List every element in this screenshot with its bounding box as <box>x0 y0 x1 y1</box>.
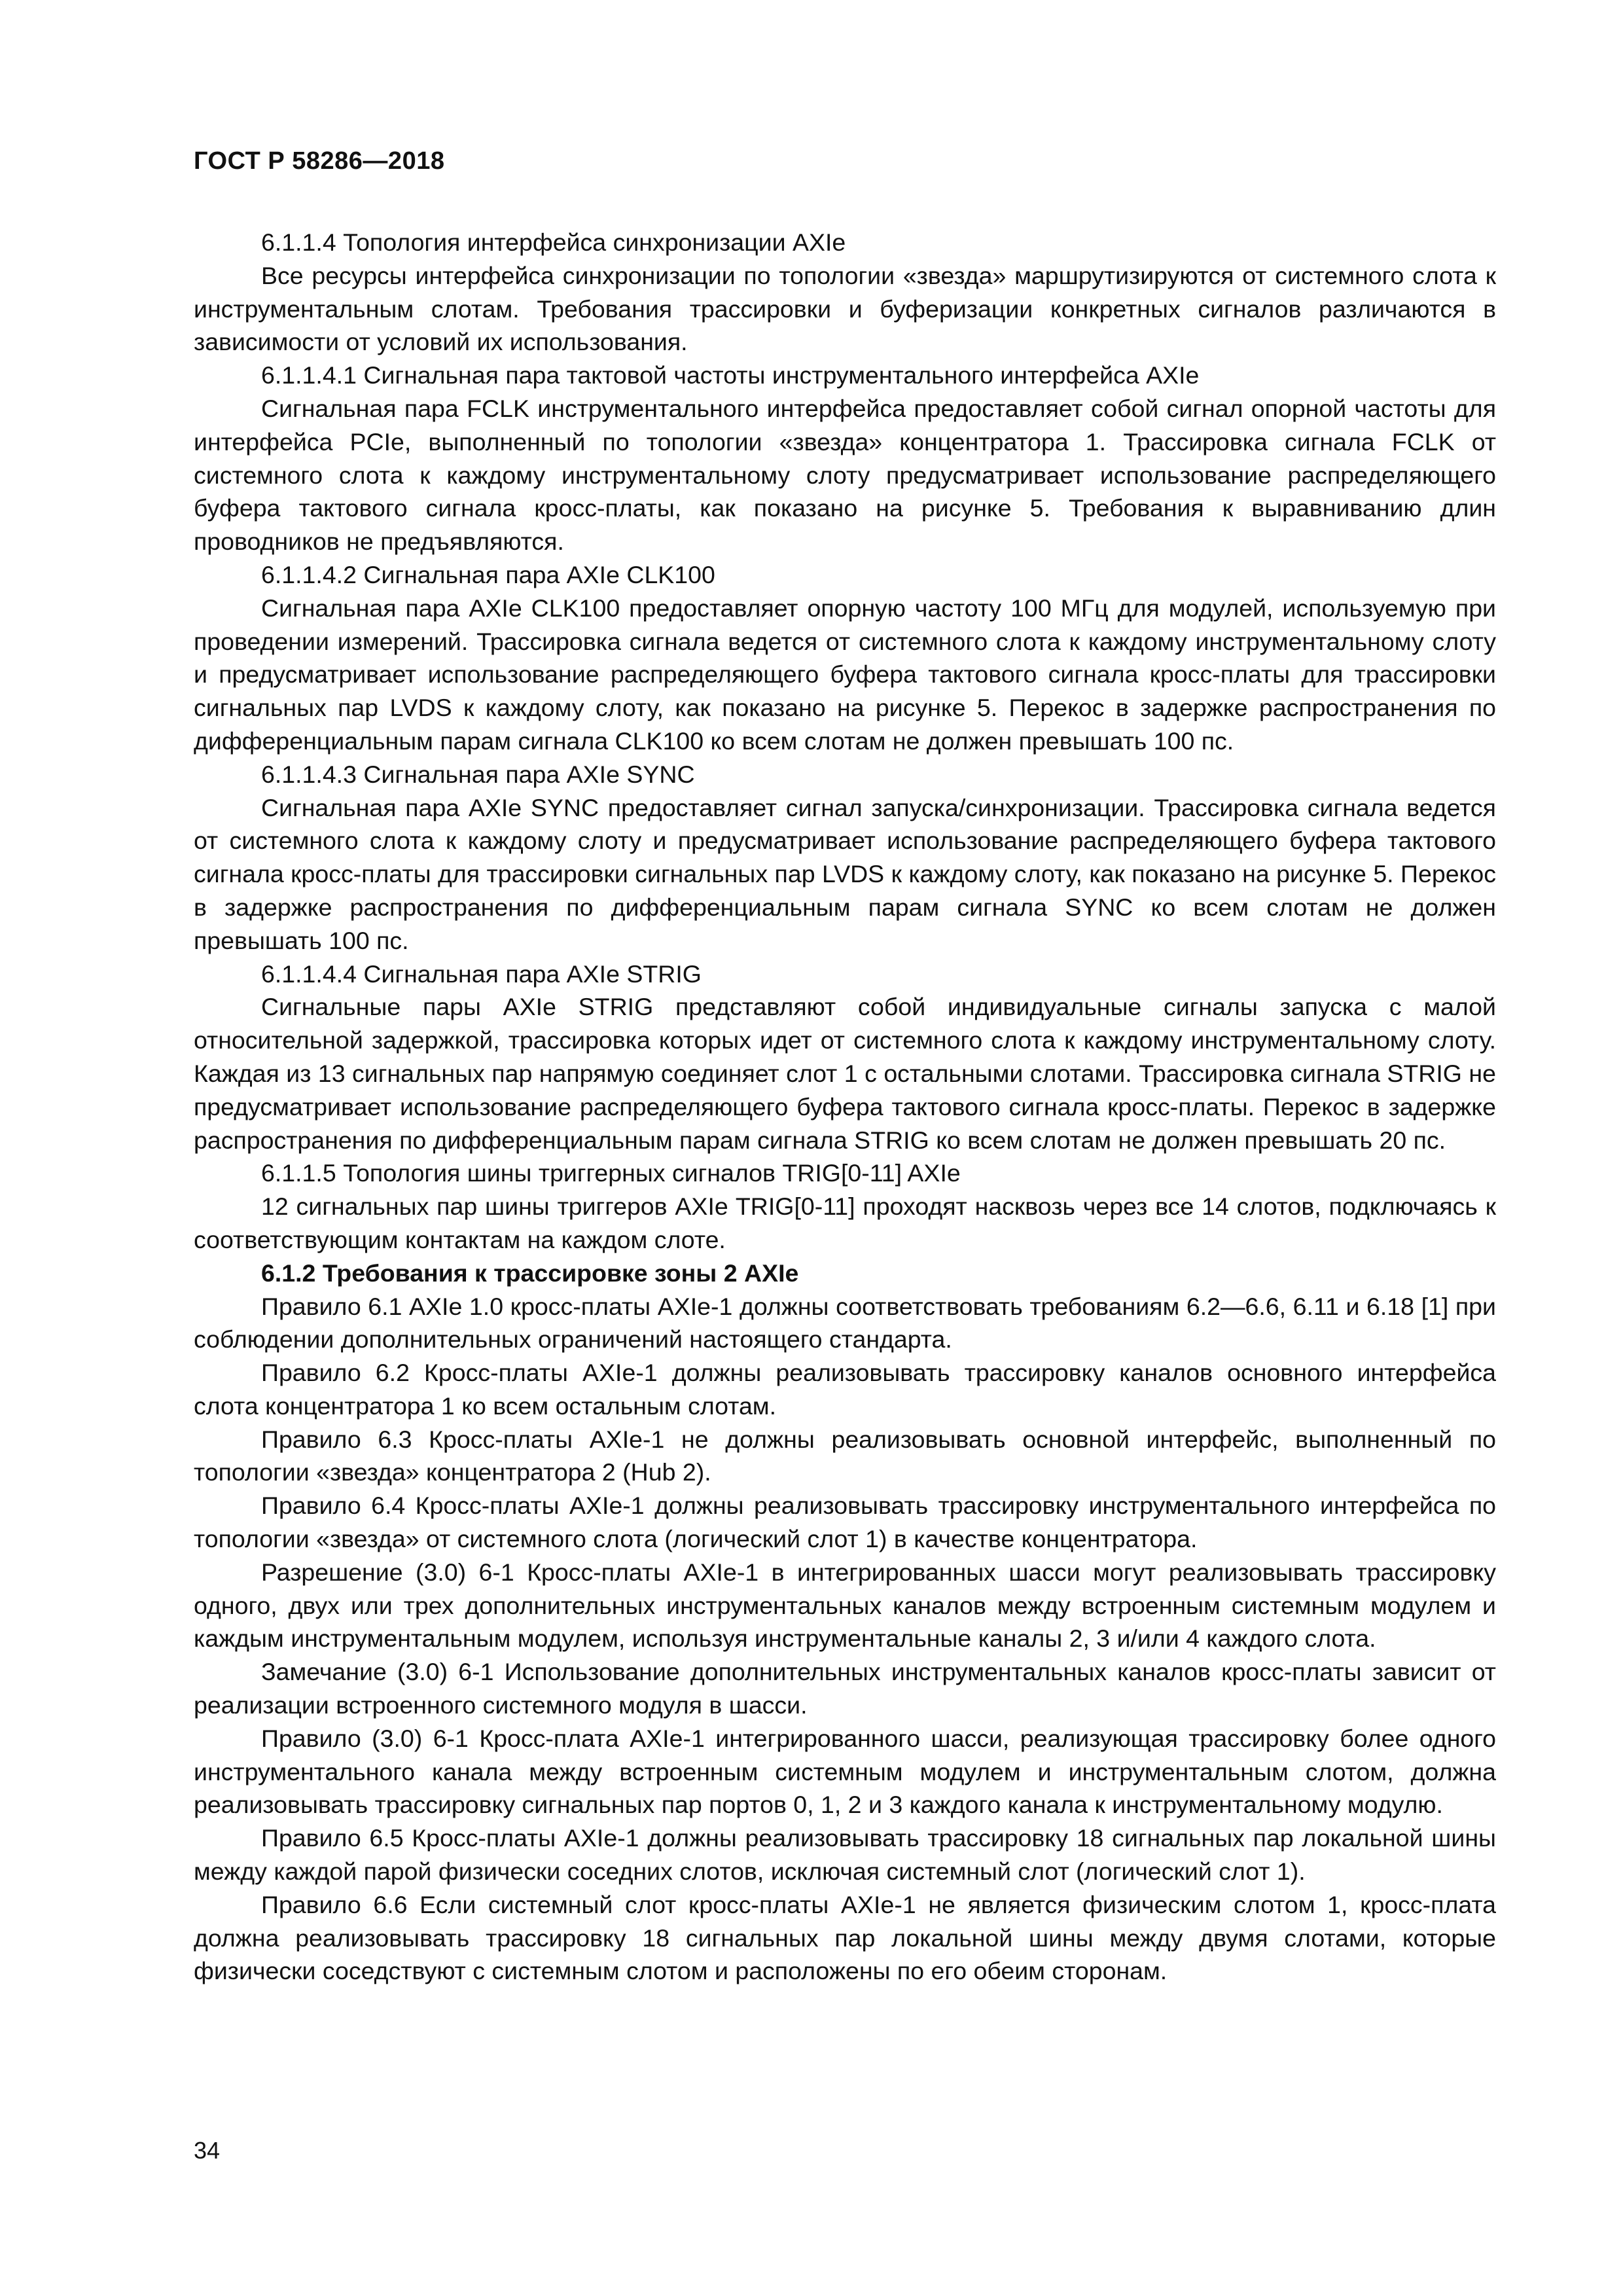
note-paragraph: Замечание (3.0) 6-1 Использование дополнительных инструментальных каналов кросс-платы зависит от реализации встроенного системного модуля в шасси. <box>194 1658 1496 1719</box>
section-heading: 6.1.1.4.1 Сигнальная пара тактовой частоты инструментального интерфейса AXIe <box>261 361 1200 389</box>
section-heading: 6.1.1.4.2 Сигнальная пара AXIe CLK100 <box>261 560 715 588</box>
rule-paragraph: Правило 6.2 Кросс-платы AXIe-1 должны реализовывать трассировку каналов основного интерфейса слота концентратора 1 ко всем остальным слотам. <box>194 1359 1496 1420</box>
body-paragraph: Сигнальная пара AXIe SYNC предоставляет сигнал запуска/синхронизации. Трассировка сигнала ведется от системного слота к каждому слоту и предусматривает использование распределяющего буфера тактового сигнала кросс-платы для трассировки сигнальных пар LVDS к каждому слоту, как показано на рисунке 5. Перекос в задержке распространения по дифференциальным парам сигнала SYNC ко всем слотам не должен превышать 100 пс. <box>194 793 1496 954</box>
body-paragraph: Сигнальная пара FCLK инструментального интерфейса предоставляет собой сигнал опорной частоты для интерфейса PCIe, выполненный по топологии «звезда» концентратора 1. Трассировка сигнала FCLK от системного слота к каждому инструментальному слоту предусматривает использование распределяющего буфера тактового сигнала кросс-платы, как показано на рисунке 5. Требования к выравниванию длин проводников не предъявляются. <box>194 394 1496 556</box>
section-heading: 6.1.1.4.3 Сигнальная пара AXIe SYNC <box>261 760 695 788</box>
permission-paragraph: Разрешение (3.0) 6-1 Кросс-платы AXIe-1 в интегрированных шасси могут реализовывать трассировку одного, двух или трех дополнительных инструментальных каналов между встроенным системным модулем и каждым инструментальным модулем, используя инструментальные каналы 2, 3 и/или 4 каждого слота. <box>194 1558 1496 1653</box>
rule-paragraph: Правило (3.0) 6-1 Кросс-плата AXIe-1 интегрированного шасси, реализующая трассировку более одного инструментального канала между встроенным системным модулем и инструментальным слотом, должна реализовывать трассировку сигнальных пар портов 0, 1, 2 и 3 каждого канала к инструментальному модулю. <box>194 1724 1496 1819</box>
body-paragraph: Сигнальная пара AXIe CLK100 предоставляет опорную частоту 100 МГц для модулей, используемую при проведении измерений. Трассировка сигнала ведется от системного слота к каждому инструментальному слоту и предусматривает использование распределяющего буфера тактового сигнала кросс-платы для трассировки сигнальных пар LVDS к каждому слоту, как показано на рисунке 5. Перекос в задержке распространения по дифференциальным парам сигнала CLK100 ко всем слотам не должен превышать 100 пс. <box>194 594 1496 755</box>
document-id-header: ГОСТ Р 58286—2018 <box>194 147 445 175</box>
section-heading: 6.1.1.5 Топология шины триггерных сигналов TRIG[0-11] AXIe <box>261 1159 961 1187</box>
rule-paragraph: Правило 6.4 Кросс-платы AXIe-1 должны реализовывать трассировку инструментального интерфейса по топологии «звезда» от системного слота (логический слот 1) в качестве концентратора. <box>194 1492 1496 1553</box>
section-heading-bold: 6.1.2 Требования к трассировке зоны 2 AXIe <box>261 1259 799 1287</box>
rule-paragraph: Правило 6.1 AXIe 1.0 кросс-платы AXIe-1 должны соответствовать требованиям 6.2—6.6, 6.11 и 6.18 [1] при соблюдении дополнительных ограничений настоящего стандарта. <box>194 1292 1496 1354</box>
section-heading: 6.1.1.4 Топология интерфейса синхронизации AXIe <box>261 228 846 256</box>
rule-paragraph: Правило 6.5 Кросс-платы AXIe-1 должны реализовывать трассировку 18 сигнальных пар локальной шины между каждой парой физически соседних слотов, исключая системный слот (логический слот 1). <box>194 1824 1496 1886</box>
body-paragraph: Сигнальные пары AXIe STRIG представляют собой индивидуальные сигналы запуска с малой относительной задержкой, трассировка которых идет от системного слота к каждому инструментальному слоту. Каждая из 13 сигнальных пар напрямую соединяет слот 1 с остальными слотами. Трассировка сигнала STRIG не предусматривает использование распределяющего буфера тактового сигнала кросс-платы. Перекос в задержке распространения по дифференциальным парам сигнала STRIG ко всем слотам не должен превышать 20 пс. <box>194 993 1496 1154</box>
page-number: 34 <box>194 2137 221 2164</box>
rule-paragraph: Правило 6.6 Если системный слот кросс-платы AXIe-1 не является физическим слотом 1, кросс-плата должна реализовывать трассировку 18 сигнальных пар локальной шины между двумя слотами, которые физически соседствуют с системным слотом и расположены по его обеим сторонам. <box>194 1890 1496 1985</box>
document-body <box>194 226 1496 1988</box>
rule-paragraph: Правило 6.3 Кросс-платы AXIe-1 не должны реализовывать основной интерфейс, выполненный по топологии «звезда» концентратора 2 (Hub 2). <box>194 1425 1496 1486</box>
body-paragraph: Все ресурсы интерфейса синхронизации по топологии «звезда» маршрутизируются от системного слота к инструментальным слотам. Требования трассировки и буферизации конкретных сигналов различаются в зависимости от условий их использования. <box>194 261 1496 356</box>
section-heading: 6.1.1.4.4 Сигнальная пара AXIe STRIG <box>261 960 702 988</box>
body-paragraph: 12 сигнальных пар шины триггеров AXIe TRIG[0-11] проходят насквозь через все 14 слотов, подключаясь к соответствующим контактам на каждом слоте. <box>194 1193 1496 1253</box>
